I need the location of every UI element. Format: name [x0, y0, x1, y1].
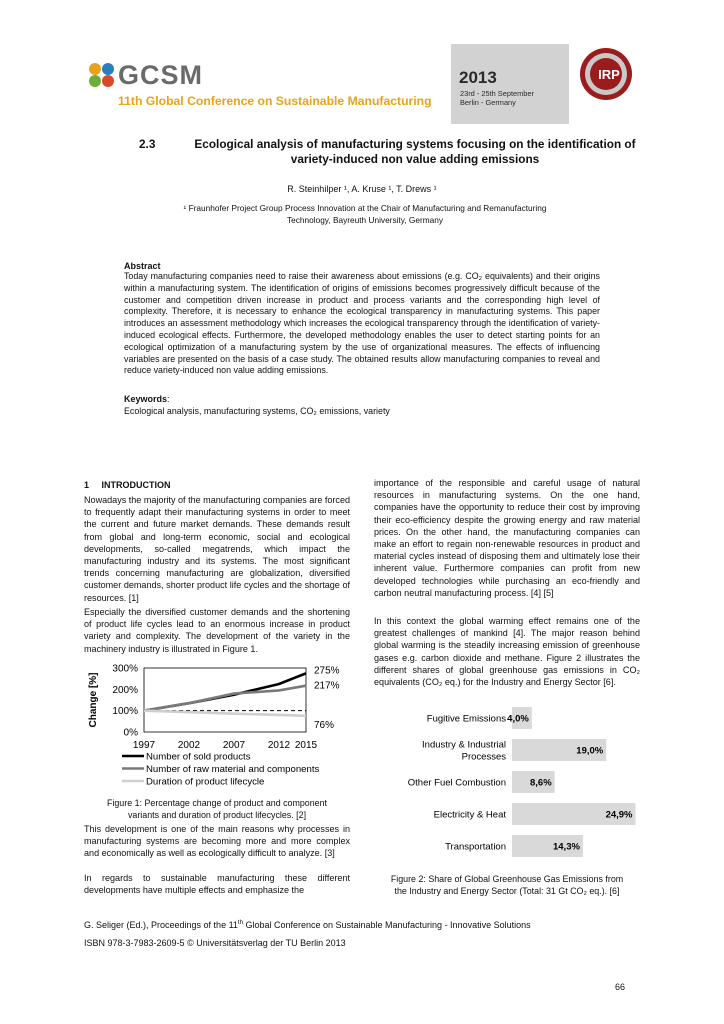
figure2-category-label: Electricity & Heat	[433, 809, 506, 821]
figure1-series-line	[144, 711, 306, 716]
figure1-x-tick-label: 2007	[222, 740, 246, 751]
figure2-caption-line2: the Industry and Energy Sector (Total: 31 Gt CO₂ eq.). [6]	[394, 886, 620, 896]
page-number: 66	[615, 982, 626, 992]
authors: R. Steinhilper ¹, A. Kruse ¹, T. Drews ¹	[287, 184, 437, 194]
figure1-y-tick-label: 300%	[112, 663, 138, 675]
figure1-y-tick-label: 0%	[123, 727, 138, 739]
figure1-x-tick-label: 1997	[132, 740, 156, 751]
affiliation-line1: ¹ Fraunhofer Project Group Process Innovation at the Chair of Manufacturing and Remanufacturing	[183, 203, 547, 213]
gcsm-logo-text: GCSM	[118, 60, 203, 90]
conference-dates: 23rd - 25th September	[460, 89, 534, 98]
figure1-y-axis-label: Change [%]	[88, 672, 99, 728]
paper-title-line1: Ecological analysis of manufacturing systems focusing on the identification of	[194, 137, 636, 151]
figure1-end-label: 217%	[314, 680, 340, 692]
figure2-category-label: Industry & Industrial	[422, 739, 506, 751]
keywords-text: Ecological analysis, manufacturing systems, CO₂ emissions, variety	[124, 406, 390, 416]
section-number: 2.3	[139, 137, 156, 151]
conference-title: 11th Global Conference on Sustainable Manufacturing	[118, 94, 432, 108]
abstract-heading: Abstract	[124, 261, 161, 271]
footer-isbn: ISBN 978-3-7983-2609-5 © Universitätsverlag der TU Berlin 2013	[84, 938, 346, 948]
figure2-category-label: Other Fuel Combustion	[407, 777, 506, 789]
affiliation-line2: Technology, Bayreuth University, Germany	[286, 215, 443, 225]
figure1-y-tick-label: 200%	[112, 684, 138, 696]
figure2-value-label: 19,0%	[576, 745, 604, 757]
paper-title-line2: variety-induced non value adding emissions	[290, 152, 540, 166]
footer-line1-prefix: G. Seliger (Ed.), Proceedings of the 11	[84, 920, 238, 930]
right-paragraph-1: importance of the responsible and careful usage of natural resources in manufacturing systems. On the one hand, companies have the opportunity to reduce their cost by improving their eco-efficiency despite the growing energy and raw material prices. On the other hand, the manufacturing companies can make an effort to regain non-renewable resources in product and material cycles instead of disposing them and ultimately lose their inherent value. Furthermore companies can profit from new developed technologies while purchasing an eco-friendly and carbon neutral manufacturing process. [4] [5]	[374, 478, 640, 598]
figure2-value-label: 8,6%	[529, 777, 552, 789]
figure1-legend-label: Number of sold products	[146, 751, 251, 763]
keywords-heading-text: Keywords	[124, 394, 168, 404]
figure2-value-label: 4,0%	[507, 713, 529, 725]
gcsm-logo-icon	[86, 60, 118, 90]
keywords-heading	[124, 394, 170, 404]
intro-paragraph-2: Especially the diversified customer demands and the shortening of product life cycles lead to an enormous increase in product variety and complexity. The development of the variety in the machinery industry is illustrated in Figure 1.	[84, 607, 350, 654]
figure2-value-label: 24,9%	[605, 809, 633, 821]
figure1-plot-area	[144, 668, 306, 732]
figure1-legend-label: Duration of product lifecycle	[146, 776, 265, 788]
figure1-end-label: 275%	[314, 665, 340, 677]
affiliation	[140, 202, 590, 226]
figure2-category-label: Processes	[461, 751, 506, 763]
footer-line1-suffix: Global Conference on Sustainable Manufacturing - Innovative Solutions	[242, 920, 531, 930]
figure1-line-chart	[84, 660, 350, 796]
keywords-colon: :	[167, 394, 170, 404]
figure2-value-label: 14,3%	[552, 841, 580, 853]
figure2-caption-line1: Figure 2: Share of Global Greenhouse Gas Emissions from	[390, 874, 624, 884]
figure1-series-line	[144, 673, 306, 710]
cirp-logo-text: IRP	[598, 67, 620, 82]
abstract-text: Today manufacturing companies need to raise their awareness about emissions (e.g. CO₂ equivalents) and their origins within a manufacturing system. The identification of origins of emissions becomes progressively difficult because of the customer and competition driven increase in product and process variants and the corresponding high level of complexity. Therefore, it is necessary to enhance the ecological transparency in manufacturing systems. This paper introduces an assessment methodology which increases the ecological transparency through the identification of variety-induced ecological effects. Furthermore, the developed methodology enables the user to detect starting points for an ecological optimization of a manufacturing system by the use of organizational measures. The effects of influencing variables are presented on the basis of a case study. The obtained results allow manufacturing companies to reveal and reduce variety-induced non value adding emissions.	[124, 271, 600, 376]
intro-paragraph-1: Nowadays the majority of the manufacturing companies are forced to frequently adapt their manufacturing systems in order to meet the current and future market demands. These demands result from global and long-term economic, social and ecological developments, so-called megatrends, which impact the manufacturing industry and its systems. The most significant trends concerning manufacturing are globalization, diversified customer demands, shorter product life cycles and the shortage of resources. [1]	[84, 495, 351, 603]
right-paragraph-2: In this context the global warming effect remains one of the greatest challenges of mankind [4]. The major reason behind global warming is the steadily increasing emission of greenhouse gases e.g. carbon dioxide and methane. Figure 2 illustrates the different shares of global greenhouse gas emissions in CO₂ equivalents (CO₂ eq.) for the Industry and Energy Sector [6].	[374, 616, 640, 688]
conference-location: Berlin - Germany	[460, 98, 516, 107]
figure2-category-label: Transportation	[445, 841, 506, 853]
figure1-x-tick-label: 2002	[177, 740, 201, 751]
figure2-caption	[374, 873, 640, 897]
figure1-caption-line1: Figure 1: Percentage change of product and component	[106, 798, 328, 808]
figure1-series-line	[144, 686, 306, 711]
figure1-x-tick-label: 2012	[267, 740, 291, 751]
figure2-bar-chart	[374, 704, 642, 864]
figure1-caption	[84, 797, 350, 821]
figure2-category-label: Fugitive Emissions	[426, 713, 506, 725]
footer-line1-sup: th	[237, 920, 243, 926]
figure1-x-tick-label: 2015	[294, 740, 318, 751]
paper-title	[180, 137, 650, 167]
figure1-legend-label: Number of raw material and components	[146, 764, 320, 775]
figure1-y-tick-label: 100%	[112, 706, 138, 718]
introduction-heading: 1 INTRODUCTION	[84, 480, 171, 490]
footer-proceedings	[84, 920, 531, 930]
intro-paragraph-4: In regards to sustainable manufacturing these different developments have multiple effects and emphasize the	[84, 873, 350, 896]
figure1-caption-line2: variants and duration of product lifecycles. [2]	[127, 810, 307, 820]
intro-paragraph-3: This development is one of the main reasons why processes in manufacturing systems are becoming more and more complex and economically as well as ecologically difficult to analyze. [3]	[84, 824, 350, 859]
figure1-end-label: 76%	[314, 719, 335, 731]
cirp-logo-icon	[578, 46, 634, 102]
conference-year: 2013	[459, 68, 497, 87]
